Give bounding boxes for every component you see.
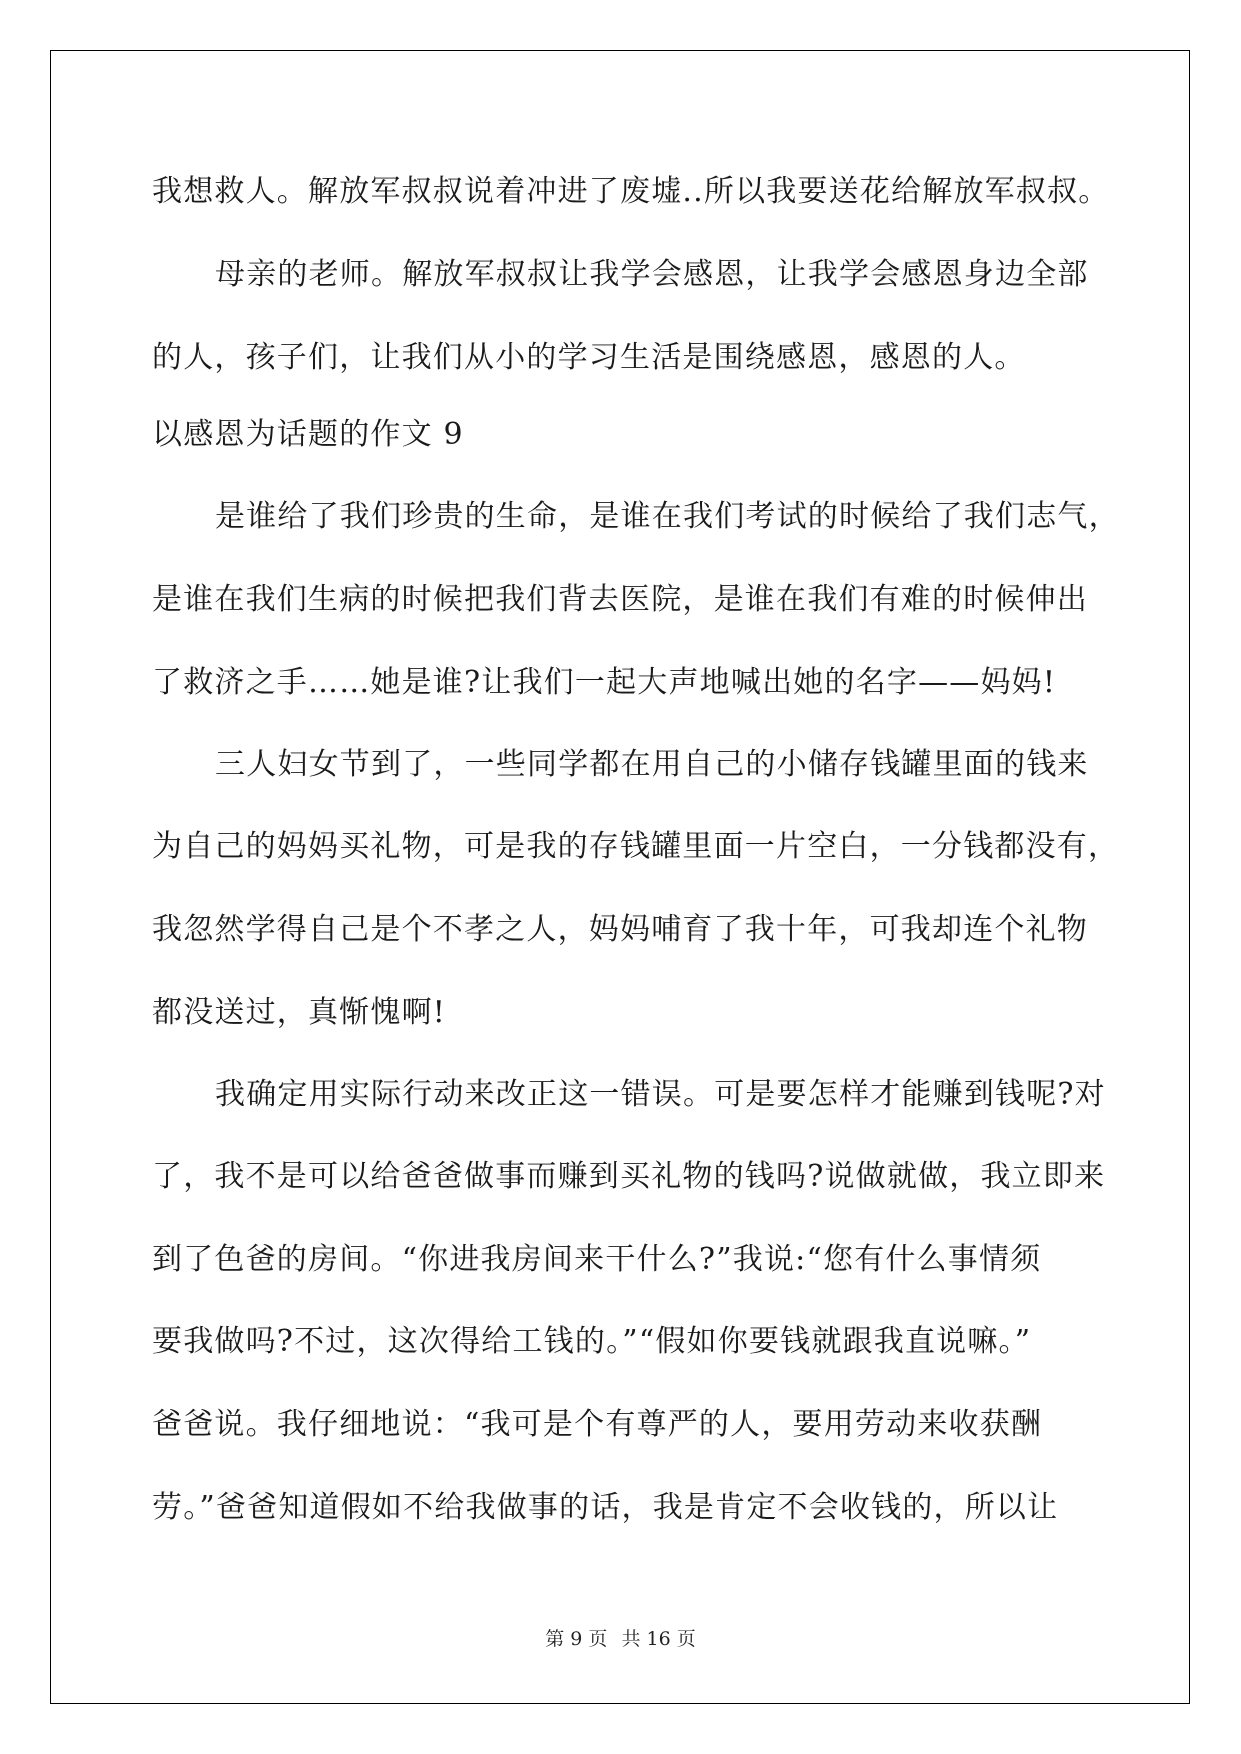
text-line: 了救济之手……她是谁?让我们一起大声地喊出她的名字——妈妈! xyxy=(152,665,1057,700)
text-line: 母亲的老师。解放军叔叔让我学会感恩，让我学会感恩身边全部 xyxy=(215,257,1089,292)
text-line: 是谁给了我们珍贵的生命，是谁在我们考试的时候给了我们志气， xyxy=(215,499,1120,534)
text-line: 都没送过，真惭愧啊! xyxy=(152,995,447,1030)
text-line: 的人，孩子们，让我们从小的学习生活是围绕感恩，感恩的人。 xyxy=(152,340,1026,375)
page-number: 第 9 页 xyxy=(545,1628,608,1650)
page-footer xyxy=(0,1627,1241,1651)
text-line: 我忽然学得自己是个不孝之人，妈妈哺育了我十年，可我却连个礼物 xyxy=(152,912,1088,947)
text-line: 劳。”爸爸知道假如不给我做事的话，我是肯定不会收钱的，所以让 xyxy=(152,1490,1059,1525)
text-line: 要我做吗?不过，这次得给工钱的。”“假如你要钱就跟我直说嘛。” xyxy=(152,1324,1032,1359)
page-total: 共 16 页 xyxy=(621,1628,696,1650)
text-line: 爸爸说。我仔细地说：“我可是个有尊严的人，要用劳动来收获酬 xyxy=(152,1407,1043,1442)
text-line: 为自己的妈妈买礼物，可是我的存钱罐里面一片空白，一分钱都没有， xyxy=(152,829,1120,864)
text-line: 三人妇女节到了，一些同学都在用自己的小储存钱罐里面的钱来 xyxy=(215,747,1089,782)
text-line: 到了色爸的房间。“你进我房间来干什么?”我说:“您有什么事情须 xyxy=(152,1242,1042,1277)
page-border xyxy=(50,50,1190,1704)
text-line: 我想救人。解放军叔叔说着冲进了废墟..所以我要送花给解放军叔叔。 xyxy=(152,174,1110,209)
text-line: 了，我不是可以给爸爸做事而赚到买礼物的钱吗?说做就做，我立即来 xyxy=(152,1159,1106,1194)
section-heading: 以感恩为话题的作文 9 xyxy=(152,417,464,452)
text-line: 我确定用实际行动来改正这一错误。可是要怎样才能赚到钱呢?对 xyxy=(215,1077,1106,1112)
text-line: 是谁在我们生病的时候把我们背去医院，是谁在我们有难的时候伸出 xyxy=(152,582,1088,617)
